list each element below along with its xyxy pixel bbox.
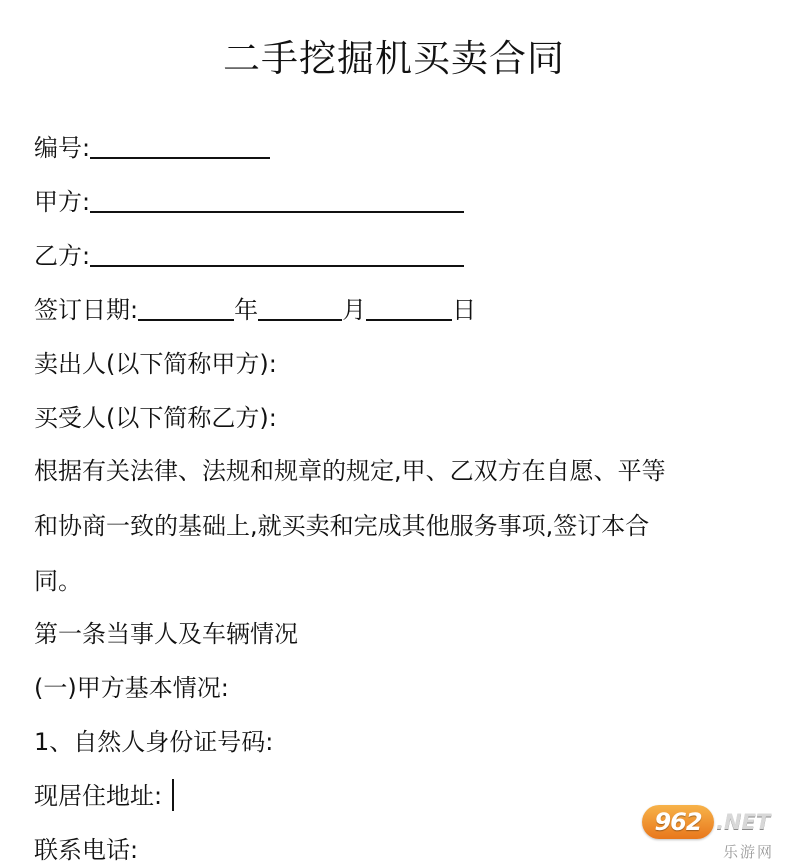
watermark-logo	[642, 805, 782, 839]
address-line[interactable]	[34, 780, 174, 812]
sign-month-blank[interactable]	[258, 295, 342, 321]
watermark-site-name: 乐游网	[722, 843, 774, 861]
document-title: 二手挖掘机买卖合同	[223, 37, 565, 80]
sign-year-blank[interactable]	[138, 295, 234, 321]
party-a-blank[interactable]	[90, 187, 464, 213]
text-cursor	[172, 779, 174, 811]
party-a-label: 甲方:	[34, 188, 91, 216]
sign-date-line	[34, 294, 476, 326]
day-label: 日	[452, 296, 477, 324]
party-b-line	[34, 240, 464, 272]
preamble-line: 同。	[34, 567, 82, 595]
month-label: 月	[342, 296, 367, 324]
site-watermark	[642, 805, 782, 861]
watermark-badge	[642, 805, 714, 839]
watermark-domain: .NET	[716, 810, 771, 834]
watermark-digits: 962	[654, 808, 702, 836]
contract-number-label: 编号:	[34, 134, 91, 162]
article-1-title: 第一条当事人及车辆情况	[34, 620, 298, 648]
contract-number-line	[34, 132, 270, 164]
id-number-line: 1、自然人身份证号码:	[34, 728, 274, 756]
phone-line: 联系电话:	[34, 836, 139, 864]
buyer-line: 买受人(以下简称乙方):	[34, 404, 277, 432]
year-label: 年	[234, 296, 259, 324]
party-b-blank[interactable]	[90, 241, 464, 267]
section-1-title: (一)甲方基本情况:	[34, 674, 229, 702]
address-label: 现居住地址:	[34, 782, 163, 810]
sign-date-label: 签订日期:	[34, 296, 139, 324]
preamble-paragraph	[34, 444, 764, 609]
party-b-label: 乙方:	[34, 242, 91, 270]
seller-line: 卖出人(以下简称甲方):	[34, 350, 277, 378]
party-a-line	[34, 186, 464, 218]
contract-number-blank[interactable]	[90, 133, 270, 159]
preamble-line: 根据有关法律、法规和规章的规定,甲、乙双方在自愿、平等	[34, 457, 666, 485]
preamble-line: 和协商一致的基础上,就买卖和完成其他服务事项,签订本合	[34, 512, 650, 540]
sign-day-blank[interactable]	[366, 295, 452, 321]
